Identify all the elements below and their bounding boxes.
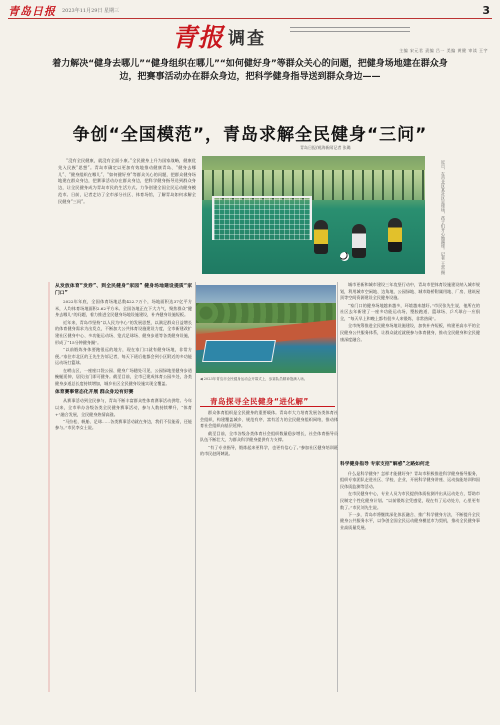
article-paragraph: “马拉松、帆船、足球……各类赛事活动就在身边，我们不仅能看，还能参与。”市民李女士说。 (55, 418, 192, 431)
lead-paragraph: “没有全民健康，就没有全面小康。”全民健身上升为国家战略，健康优先入民族“思想”。青岛市确定以更加有效地推动健康青岛、“健身去哪儿”、“健身组织在哪儿”、“如何健好身”等群众关心的问题，把群众健身场地建在群众身边，把赛事活动办在群众身边，把科学健身指导送到群众身边，让全民健身成为青岛市民的生活方式。力争创建全国全民运动健身模范市。日前，记者走访了全市部分社区、体育场馆，了解青岛如何求解全民健身“三问”。 (58, 158, 196, 204)
article-paragraph: 下一步，青岛市将继续深化体医融合、推广科学健身方法，不断提升全民健身公共服务水平，以争创全国全民运动健身模范市为契机，推动全民健身事业高质量发展。 (340, 511, 480, 531)
masthead-bar (8, 3, 492, 19)
mid-headline: 青岛探寻全民健身“进化解” (210, 397, 309, 406)
article-paragraph: 从赛事活动到全民参与，青岛不断丰富群众性体育赛事活动供给。今年以来，全市举办各级各类全民健身赛事活动，参与人数持续攀升，“体育+”融合发展，全民健身热情高涨。 (55, 398, 192, 417)
photo-court (202, 340, 276, 362)
photo-child (388, 218, 402, 252)
article-paragraph: 什么是科学健身？怎样才能健好身？青岛市积极推进科学健身指导服务，组织专家团队走进社区、学校、企业，开展科学健身讲座、运动技能培训和国民体质监测等活动。 (340, 470, 480, 489)
section-title-red: 青报 (172, 23, 225, 52)
section-title (172, 18, 266, 54)
photo-child (352, 224, 366, 258)
article-paragraph: 全市统筹推进全民健身场地设施建设，加快补齐短板，构建更高水平的全民健身公共服务体系，让群众就近就便参与体育健身，推动全民健身和全民健康深度融合。 (340, 323, 480, 342)
byline: 青岛日报/观海新闻记者 张璐 (300, 145, 351, 150)
subhead-events: 体育赛事常态化开展 群众身边有好赛 (55, 389, 134, 395)
page-number: 3 (482, 4, 490, 17)
article-paragraph: 群众体育组织是全民健身的重要载体。青岛市大力培育发展各类体育社会组织，构建覆盖城乡、规范有序、富有活力的全民健身组织网络，推动体育社会组织向基层延伸。 (200, 410, 338, 429)
column-accent (48, 282, 50, 692)
mid-headline-rule (200, 406, 335, 407)
headline-subtitle: 着力解决“健身去哪儿”“健身组织在哪儿”“如何健好身”等群众关心的问题，把健身场地建在群众身边，把赛事活动办在群众身边，把科学健身指导送到群众身边—— (52, 59, 448, 82)
article-column-2 (340, 282, 480, 344)
photo-football (340, 252, 349, 261)
issue-date: 2023年11月29日 星期三 (62, 8, 120, 14)
photo-goal (212, 196, 312, 240)
mid-photo-sports-park (196, 285, 336, 373)
newspaper-logo: 青岛日报 (8, 4, 56, 18)
editor-credits: 主编 宋元君 责编 吕一 美编 黄健 审读 王宇 (399, 48, 488, 53)
mid-photo-caption: ◀ 2023年青岛市全民健身运动会开幕式上，参赛队员精神饱满入场。 (200, 377, 308, 381)
article-paragraph: “以前锻炼身体要跑很远的地方，现在家门口就有健身场地，非常方便。”家住市北区的王先生告诉记者，每天下班后他都会到小区附近的多功能运动场打篮球。 (55, 346, 192, 366)
subhead-venues: 从发放体育“发券”、到全民健身“家园” 健身场地建设提质“家门口” (55, 284, 192, 296)
subhead-guidance: 科学健身指导 专家支招“解惑”之路如何走 (340, 462, 430, 467)
main-photo-football (202, 156, 425, 274)
section-title-black: 调查 (228, 28, 267, 49)
article-paragraph: 近年来，青岛市坚持“以人民为中心”的发展思想，以满足群众日益增长的体育健身需求为出发点，不断加大公共体育设施建设力度，全市新建改扩建社区健身中心、多功能运动场、笼式足球场、健身步道等各类健身设施，形成了“15分钟健身圈”。 (55, 319, 192, 345)
title-decoration (290, 27, 410, 35)
photo-trees (196, 303, 336, 323)
main-photo-caption: 近日，在市北区某社区足球场，孩子们开心地踢球。记者 王雷 摄 (441, 160, 446, 275)
column-divider (337, 282, 338, 692)
headline-main: 争创“全国模范”，青岛求解全民健身“三问” (72, 125, 428, 145)
article-column-1 (55, 282, 192, 433)
article-paragraph: 在市民健身中心，专业人员为市民提供体质检测并出具运动处方，帮助市民制定个性化健身计划。“以前锻炼全凭感觉，现在有了运动处方，心里更有数了。”市民刘先生说。 (340, 491, 480, 510)
article-paragraph: 2022年年底，全国体育场地总数422.7万个，场地面积达37亿平方米，人均体育场地面积2.62平方米。全国各地正在下大力气，聚焦群众“健身去哪儿”的问题，着力推进全民健身场地设施建设，补齐健身设施短板。 (55, 299, 192, 318)
article-paragraph: 城市更新和城市建设三年攻坚行动中，青岛市把体育设施建设纳入城市规划，利用城市空闲地、边角地、公园绿地、城市路桥附属用地、厂房、建筑屋顶等空间资源建设全民健身设施。 (340, 282, 480, 301)
article-column-4 (340, 460, 480, 532)
article-column-3 (200, 410, 338, 458)
article-paragraph: 在崂山区，一座座口袋公园、健身广场随处可见，公园绿地里健身步道蜿蜒延伸，居民出门即可健身。截至目前，全市已建成体育公园多处，各类健身步道总长度持续增加，城乡社区全民健身设施实现全覆盖。 (55, 367, 192, 386)
article-paragraph: “有了专业指导，锻炼起来更科学，也更有信心了。”参加社区健身培训班的市民赵阿姨说。 (200, 444, 338, 457)
article-paragraph: “家门口的健身场地越来越多，环境越来越好。”市民张先生说，他所在的社区去年新建了一座多功能运动场，塑胶跑道、篮球场、乒乓球台一应俱全，“每天早上和晚上都有很多人来锻炼，非常热闹”。 (340, 302, 480, 322)
photo-child (314, 220, 328, 254)
article-paragraph: 截至目前，全市各级各类体育社会组织数量稳步增长，社会体育指导员队伍不断壮大，为群众科学健身提供有力支撑。 (200, 430, 338, 443)
